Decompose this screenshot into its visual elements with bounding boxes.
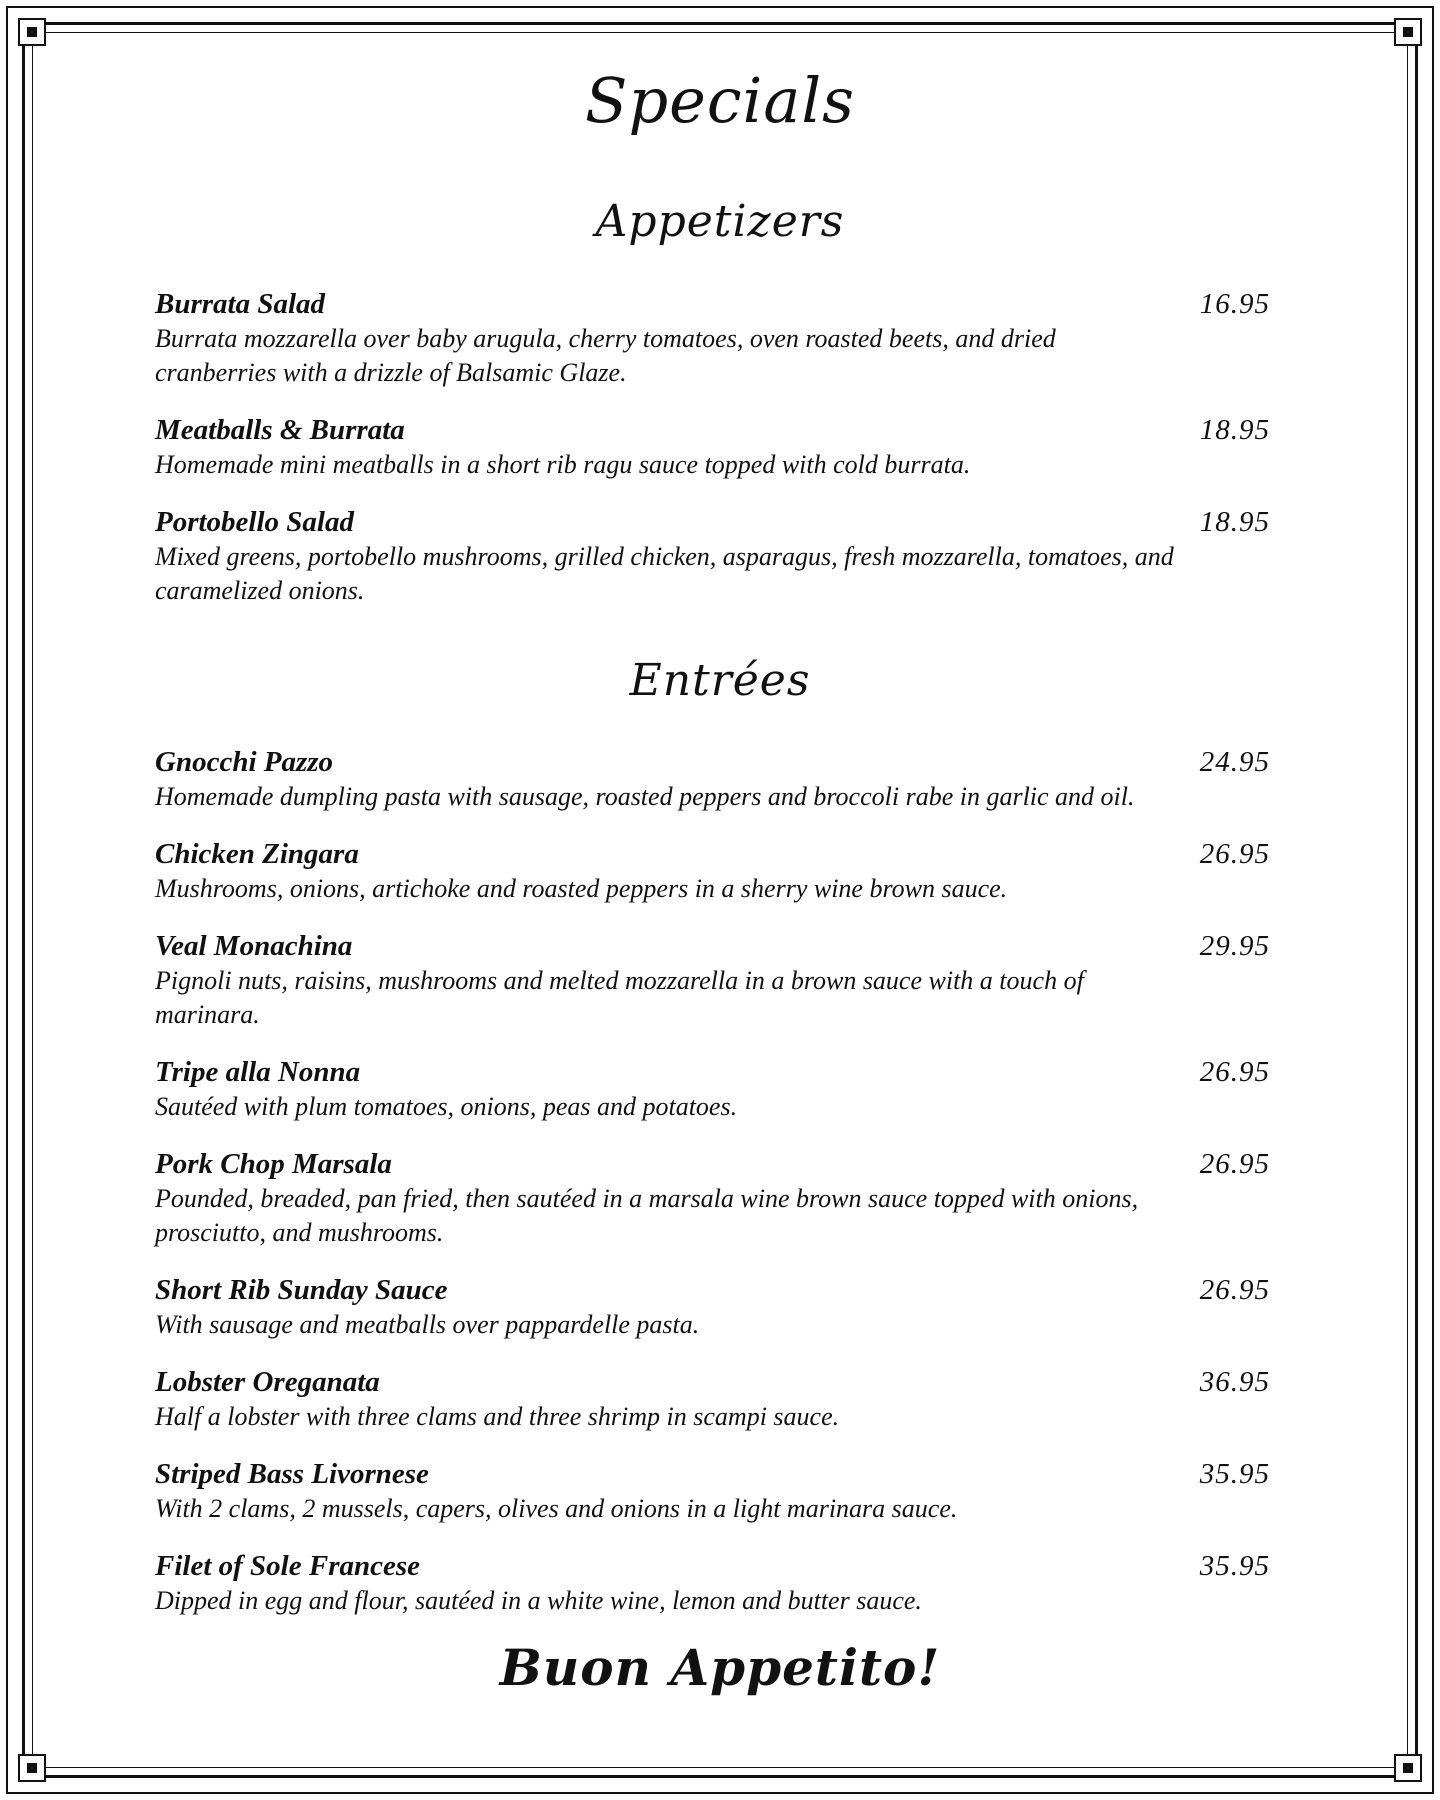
corner-ornament-bottom-right	[1394, 1754, 1422, 1782]
item-price: 35.95	[1199, 1550, 1270, 1582]
item-price: 26.95	[1199, 838, 1270, 870]
menu-item	[155, 412, 1270, 482]
item-name: Pork Chop Marsala	[155, 1148, 392, 1180]
appetizers-section	[155, 286, 1270, 630]
closing-message: Buon Appetito!	[499, 1638, 941, 1697]
item-description: Mushrooms, onions, artichoke and roasted peppers in a sherry wine brown sauce.	[155, 874, 1008, 903]
item-description: With 2 clams, 2 mussels, capers, olives and onions in a light marinara sauce.	[155, 1494, 958, 1523]
menu-item	[155, 744, 1270, 814]
item-description: Burrata mozzarella over baby arugula, cherry tomatoes, oven roasted beets, and dried cranberries with a drizzle of Balsamic Glaze.	[155, 324, 1056, 387]
item-name: Tripe alla Nonna	[155, 1056, 361, 1088]
item-price: 26.95	[1199, 1274, 1270, 1306]
corner-ornament-bottom-left	[18, 1754, 46, 1782]
menu-item	[155, 1272, 1270, 1342]
item-description: Half a lobster with three clams and three shrimp in scampi sauce.	[155, 1402, 840, 1431]
item-name: Portobello Salad	[155, 506, 354, 538]
item-name: Burrata Salad	[155, 288, 326, 320]
item-name: Striped Bass Livornese	[155, 1458, 429, 1490]
section-heading-appetizers: Appetizers	[595, 196, 845, 247]
item-name: Short Rib Sunday Sauce	[155, 1274, 448, 1306]
item-name: Filet of Sole Francese	[155, 1550, 421, 1582]
item-description: Homemade dumpling pasta with sausage, roasted peppers and broccoli rabe in garlic and oil.	[155, 782, 1135, 811]
item-name: Gnocchi Pazzo	[155, 746, 334, 778]
item-description: Sautéed with plum tomatoes, onions, peas and potatoes.	[155, 1092, 738, 1121]
item-description: Mixed greens, portobello mushrooms, grilled chicken, asparagus, fresh mozzarella, tomatoes, and caramelized onions.	[155, 542, 1174, 605]
menu-item	[155, 1146, 1270, 1250]
entrees-section	[155, 744, 1270, 1640]
menu-item	[155, 1364, 1270, 1434]
item-name: Veal Monachina	[155, 930, 353, 962]
menu-item	[155, 1456, 1270, 1526]
corner-ornament-top-left	[18, 18, 46, 46]
item-price: 36.95	[1199, 1366, 1270, 1398]
item-price: 16.95	[1199, 288, 1270, 320]
section-heading-entrees: Entrées	[629, 655, 811, 706]
item-price: 35.95	[1199, 1458, 1270, 1490]
corner-ornament-top-right	[1394, 18, 1422, 46]
menu-item	[155, 928, 1270, 1032]
menu-item	[155, 836, 1270, 906]
item-name: Meatballs & Burrata	[155, 414, 405, 446]
menu-item	[155, 1054, 1270, 1124]
item-price: 29.95	[1199, 930, 1270, 962]
item-price: 18.95	[1199, 414, 1270, 446]
menu-title: Specials	[584, 64, 856, 137]
menu-item	[155, 1548, 1270, 1618]
item-name: Lobster Oreganata	[155, 1366, 380, 1398]
item-price: 26.95	[1199, 1148, 1270, 1180]
item-description: Pignoli nuts, raisins, mushrooms and melted mozzarella in a brown sauce with a touch of marinara.	[155, 966, 1084, 1029]
item-name: Chicken Zingara	[155, 838, 359, 870]
menu-item	[155, 286, 1270, 390]
item-description: Homemade mini meatballs in a short rib ragu sauce topped with cold burrata.	[155, 450, 971, 479]
item-price: 26.95	[1199, 1056, 1270, 1088]
item-description: With sausage and meatballs over pappardelle pasta.	[155, 1310, 700, 1339]
menu-item	[155, 504, 1270, 608]
item-price: 18.95	[1199, 506, 1270, 538]
item-description: Dipped in egg and flour, sautéed in a white wine, lemon and butter sauce.	[155, 1586, 922, 1615]
item-price: 24.95	[1199, 746, 1270, 778]
item-description: Pounded, breaded, pan fried, then sautéed in a marsala wine brown sauce topped with onions, prosciutto, and mushrooms.	[155, 1184, 1139, 1247]
